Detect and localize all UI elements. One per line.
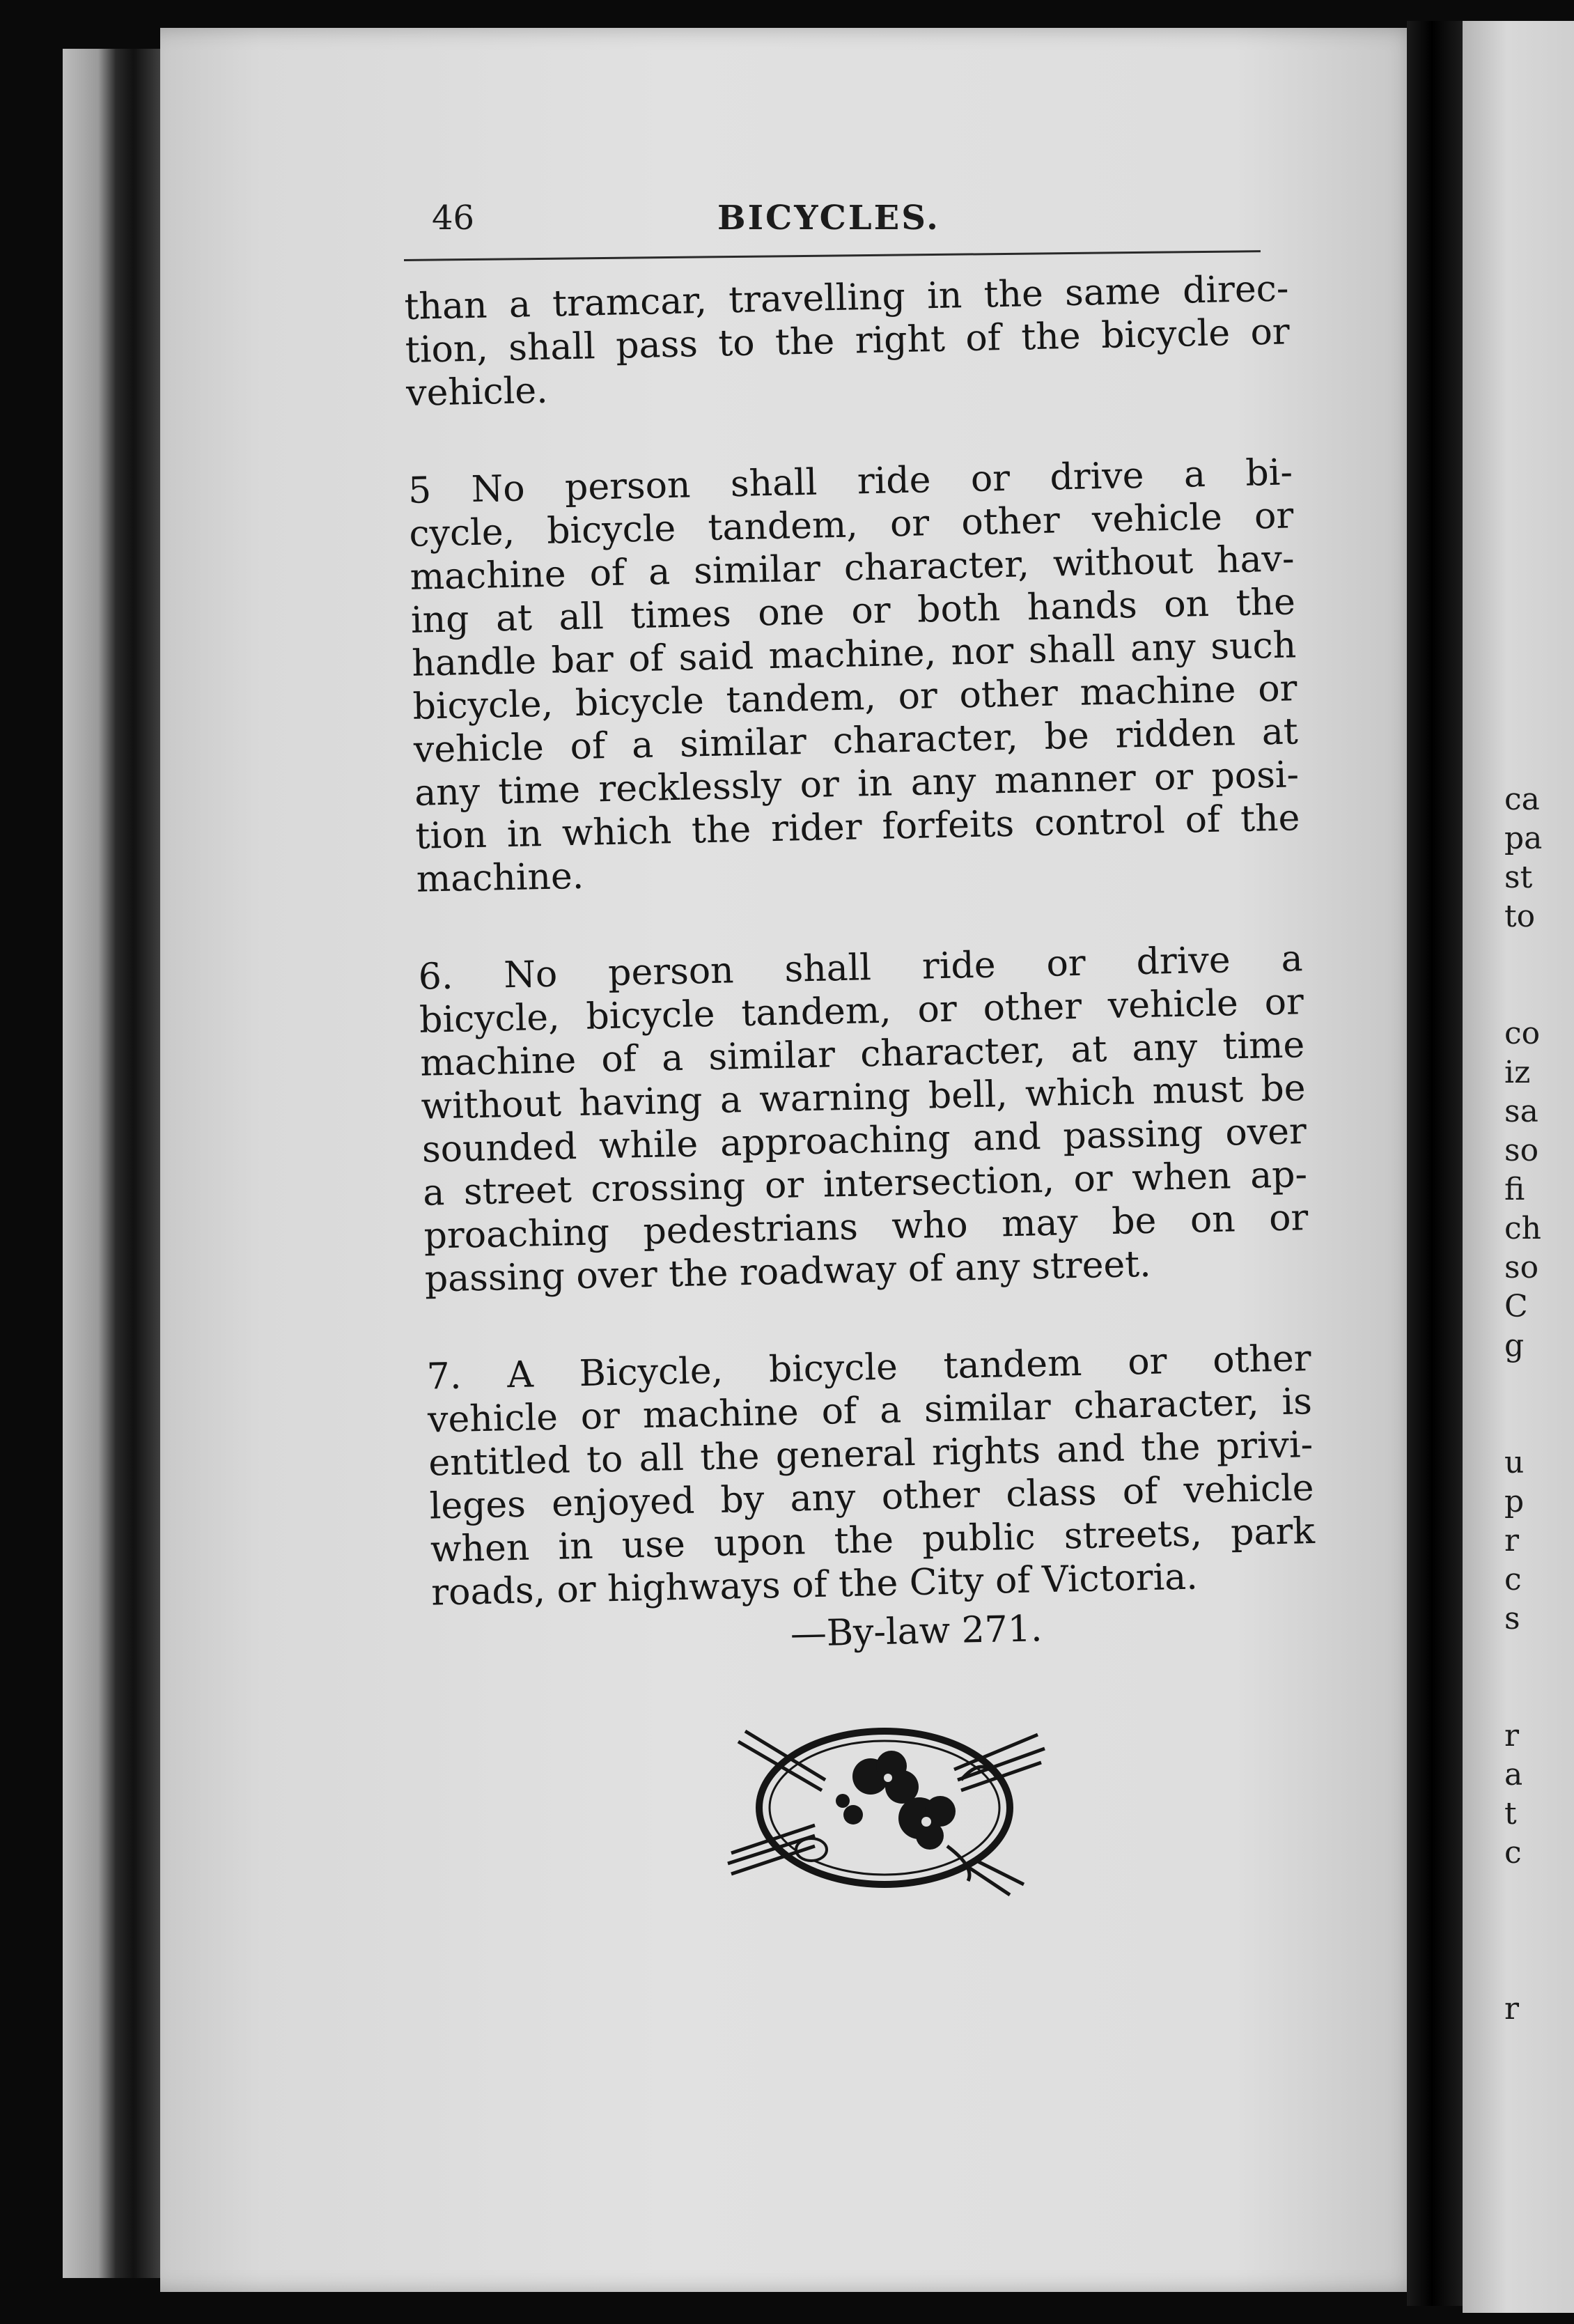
fragment: t bbox=[1504, 1796, 1517, 1831]
fragment bbox=[1504, 1678, 1574, 1717]
fragment: pa bbox=[1504, 821, 1543, 856]
text-line: ing at all times one or both hands on the bbox=[410, 581, 1296, 642]
text-line: vehicle or machine of a similar character, is bbox=[427, 1381, 1313, 1441]
fragment: fi bbox=[1504, 1172, 1525, 1207]
fragment: sa bbox=[1504, 1094, 1538, 1129]
page-body bbox=[404, 267, 1317, 1663]
running-title: BICYCLES. bbox=[717, 199, 940, 238]
text-line: 7. A Bicycle, bicycle tandem or other bbox=[426, 1338, 1312, 1398]
fragment: c bbox=[1504, 1835, 1522, 1870]
text-line: machine of a similar character, at any time bbox=[419, 1024, 1305, 1085]
facing-page-fragments bbox=[1504, 780, 1574, 2029]
fragment: p bbox=[1504, 1484, 1525, 1519]
text-line: roads, or highways of the City of Victoria. bbox=[430, 1556, 1199, 1614]
text-line: proaching pedestrians who may be on or bbox=[423, 1197, 1309, 1257]
text-line: vehicle of a similar character, be ridden at bbox=[413, 711, 1299, 771]
fragment bbox=[1504, 936, 1574, 975]
fragment: so bbox=[1504, 1250, 1539, 1285]
fragment: ch bbox=[1504, 1211, 1541, 1246]
floral-palette-ornament-icon bbox=[717, 1714, 1052, 1902]
fragment: ca bbox=[1504, 782, 1540, 817]
page-number: 46 bbox=[432, 199, 475, 238]
text-line: tion, shall pass to the right of the bicycle or bbox=[405, 311, 1291, 371]
text-line: 5 No person shall ride or drive a bi- bbox=[407, 451, 1293, 512]
fragment bbox=[1504, 1951, 1574, 1990]
text-line: tion in which the rider forfeits control of the bbox=[414, 797, 1300, 858]
text-line: machine of a similar character, without hav- bbox=[410, 538, 1295, 598]
fragment: r bbox=[1504, 1718, 1520, 1753]
book-gutter bbox=[1407, 21, 1470, 2306]
fragment: g bbox=[1504, 1328, 1525, 1363]
fragment: r bbox=[1504, 1523, 1520, 1558]
text-line: vehicle. bbox=[405, 369, 549, 415]
text-line: machine. bbox=[416, 855, 584, 901]
text-line: cycle, bicycle tandem, or other vehicle or bbox=[408, 495, 1294, 555]
fragment bbox=[1504, 1404, 1574, 1443]
fragment: iz bbox=[1504, 1055, 1531, 1090]
text-line: any time recklessly or in any manner or posi- bbox=[414, 754, 1300, 814]
fragment bbox=[1504, 1639, 1574, 1678]
text-line: when in use upon the public streets, park bbox=[430, 1510, 1316, 1571]
paragraph-continuation bbox=[404, 267, 1291, 415]
bylaw-citation: —By-law 271. bbox=[790, 1608, 1043, 1655]
paragraph-section-7 bbox=[426, 1337, 1316, 1615]
paragraph-section-6 bbox=[418, 937, 1309, 1301]
text-line: entitled to all the general rights and the privi- bbox=[428, 1424, 1314, 1485]
fragment bbox=[1504, 1873, 1574, 1912]
fragment: st bbox=[1504, 860, 1533, 895]
fragment bbox=[1504, 1912, 1574, 1951]
fragment: r bbox=[1504, 1991, 1520, 2027]
fragment: s bbox=[1504, 1601, 1520, 1636]
text-line: sounded while approaching and passing over bbox=[421, 1110, 1307, 1171]
paragraph-section-5 bbox=[408, 451, 1302, 901]
text-line: without having a warning bell, which must be bbox=[421, 1067, 1307, 1128]
text-line: leges enjoyed by any other class of vehicle bbox=[429, 1467, 1315, 1528]
fragment: to bbox=[1504, 899, 1536, 934]
text-line: 6. No person shall ride or drive a bbox=[418, 938, 1304, 998]
text-line: handle bar of said machine, nor shall any such bbox=[411, 624, 1297, 685]
page-header bbox=[404, 199, 1261, 240]
fragment: a bbox=[1504, 1757, 1523, 1792]
fragment: so bbox=[1504, 1133, 1539, 1168]
text-line: a street crossing or intersection, or when ap- bbox=[422, 1154, 1308, 1214]
text-line: passing over the roadway of any street. bbox=[424, 1243, 1152, 1301]
fragment: u bbox=[1504, 1445, 1525, 1480]
text-line: than a tramcar, travelling in the same direc- bbox=[404, 268, 1289, 328]
fragment: c bbox=[1504, 1562, 1522, 1597]
text-line: bicycle, bicycle tandem, or other vehicle or bbox=[419, 981, 1304, 1041]
fragment: C bbox=[1504, 1289, 1528, 1324]
fragment: co bbox=[1504, 1016, 1541, 1051]
text-line: bicycle, bicycle tandem, or other machine or bbox=[412, 667, 1298, 728]
fragment bbox=[1504, 1365, 1574, 1404]
fragment bbox=[1504, 975, 1574, 1014]
